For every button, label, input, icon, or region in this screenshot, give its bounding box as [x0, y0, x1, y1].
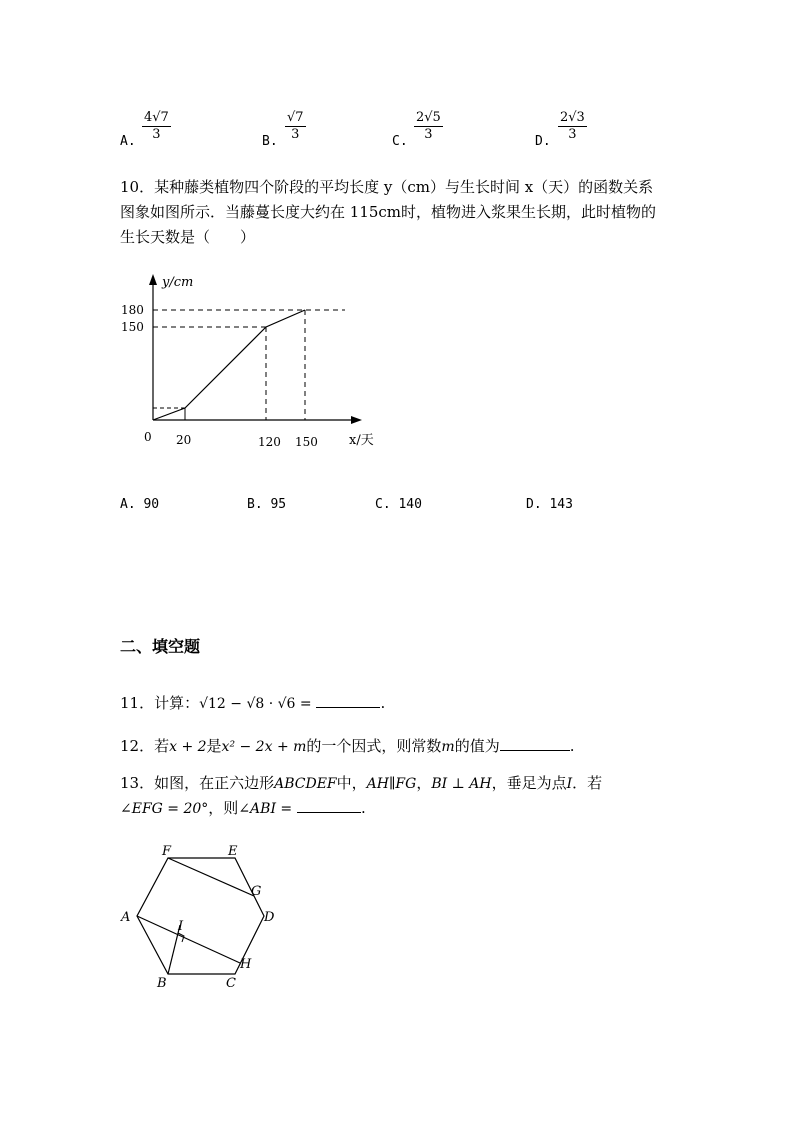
- y-axis-arrow: [149, 274, 157, 285]
- q10-line-2: 图象如图所示．当藤蔓长度大约在 115cm时，植物进入浆果生长期，此时植物的: [120, 203, 657, 221]
- q9-option-c-label: C.: [392, 134, 408, 149]
- x-tick-20: 20: [176, 433, 192, 447]
- q12-tail: 的一个因式，则常数: [306, 737, 442, 755]
- section-title: 二、填空题: [120, 637, 201, 656]
- label-a: A: [121, 910, 131, 925]
- label-e: E: [228, 844, 238, 859]
- x-axis-arrow: [351, 416, 362, 424]
- q11-line: [120, 692, 385, 713]
- q11-answer-blank[interactable]: [316, 693, 380, 708]
- q13-given-angle: ∠EFG = 20°: [120, 801, 209, 817]
- q9-option-c-fraction: [414, 110, 443, 143]
- q10-option-a: A. 90: [120, 497, 160, 512]
- y-tick-150: 150: [121, 320, 144, 334]
- q13-hexagon-name: ABCDEF: [274, 776, 337, 792]
- q13-target-angle: ∠ABI =: [238, 801, 293, 817]
- q9-option-a-fraction: [142, 110, 171, 143]
- q9-option-d-fraction: [558, 110, 587, 143]
- q13-foot-text: ，垂足为点: [491, 774, 567, 792]
- q10-line-1: 10．某种藤类植物四个阶段的平均长度 y（cm）与生长时间 x（天）的函数关系: [120, 178, 654, 196]
- x-tick-120: 120: [258, 435, 281, 449]
- q13-suffix: .: [360, 799, 366, 817]
- q10-option-b: B. 95: [247, 497, 287, 512]
- q9-option-d-label: D.: [535, 134, 551, 149]
- q12-answer-blank[interactable]: [500, 736, 570, 751]
- x-axis-label: x/天: [349, 433, 374, 448]
- q10-option-c: C. 140: [375, 497, 422, 512]
- segment-fg: [168, 858, 254, 896]
- denominator: 3: [424, 127, 433, 142]
- q9-option-a-label: A.: [120, 134, 136, 149]
- y-axis-label: y/cm: [162, 275, 194, 290]
- q13-if: ．若: [572, 774, 603, 792]
- x-tick-0: 0: [144, 430, 152, 444]
- label-i: I: [178, 919, 184, 934]
- segment-ah: [137, 916, 240, 963]
- right-angle-mark: [178, 933, 184, 942]
- q10-growth-chart: [121, 268, 390, 458]
- numerator: √7: [287, 110, 304, 125]
- q13-condition-perpendicular: BI ⊥ AH: [431, 776, 492, 792]
- label-d: D: [264, 910, 275, 925]
- q11-expression: √12 − √8 · √6 =: [199, 696, 312, 712]
- q13-point: I: [566, 776, 573, 792]
- q11-prefix: 11．计算：: [120, 694, 200, 712]
- numerator: 2√3: [560, 110, 585, 125]
- label-c: C: [226, 976, 236, 991]
- denominator: 3: [152, 127, 161, 142]
- label-g: G: [251, 884, 262, 899]
- q13-in: 中，: [336, 774, 367, 792]
- y-tick-180: 180: [121, 303, 144, 317]
- x-tick-150: 150: [295, 435, 318, 449]
- q13-condition-parallel: AH∥FG: [366, 776, 417, 792]
- q12-mid: 是: [206, 737, 222, 755]
- q13-answer-blank[interactable]: [297, 798, 361, 813]
- q9-option-b-label: B.: [262, 134, 278, 149]
- q12-end: 的值为: [454, 737, 500, 755]
- q10-line-3: 生长天数是（ ）: [120, 228, 256, 246]
- q12-variable: m: [441, 739, 455, 755]
- q13-line-1: [120, 772, 602, 793]
- label-f: F: [162, 844, 172, 859]
- q12-factor: x + 2: [169, 739, 207, 755]
- q13-intro: 13．如图，在正六边形: [120, 774, 275, 792]
- label-h: H: [240, 957, 252, 972]
- q12-line: [120, 735, 575, 756]
- q12-polynomial: x² − 2x + m: [221, 739, 307, 755]
- numerator: 2√5: [416, 110, 441, 125]
- q13-hexagon-figure: [110, 840, 290, 1000]
- q9-option-b-fraction: [285, 110, 306, 143]
- denominator: 3: [568, 127, 577, 142]
- q12-prefix: 12．若: [120, 737, 170, 755]
- q11-suffix: .: [380, 694, 386, 712]
- q10-option-d: D. 143: [526, 497, 573, 512]
- q13-comma: ，: [416, 774, 432, 792]
- numerator: 4√7: [144, 110, 169, 125]
- q12-suffix: .: [569, 737, 575, 755]
- label-b: B: [157, 976, 167, 991]
- denominator: 3: [291, 127, 300, 142]
- q13-then: ，则: [208, 799, 239, 817]
- q13-line-2: [120, 797, 366, 818]
